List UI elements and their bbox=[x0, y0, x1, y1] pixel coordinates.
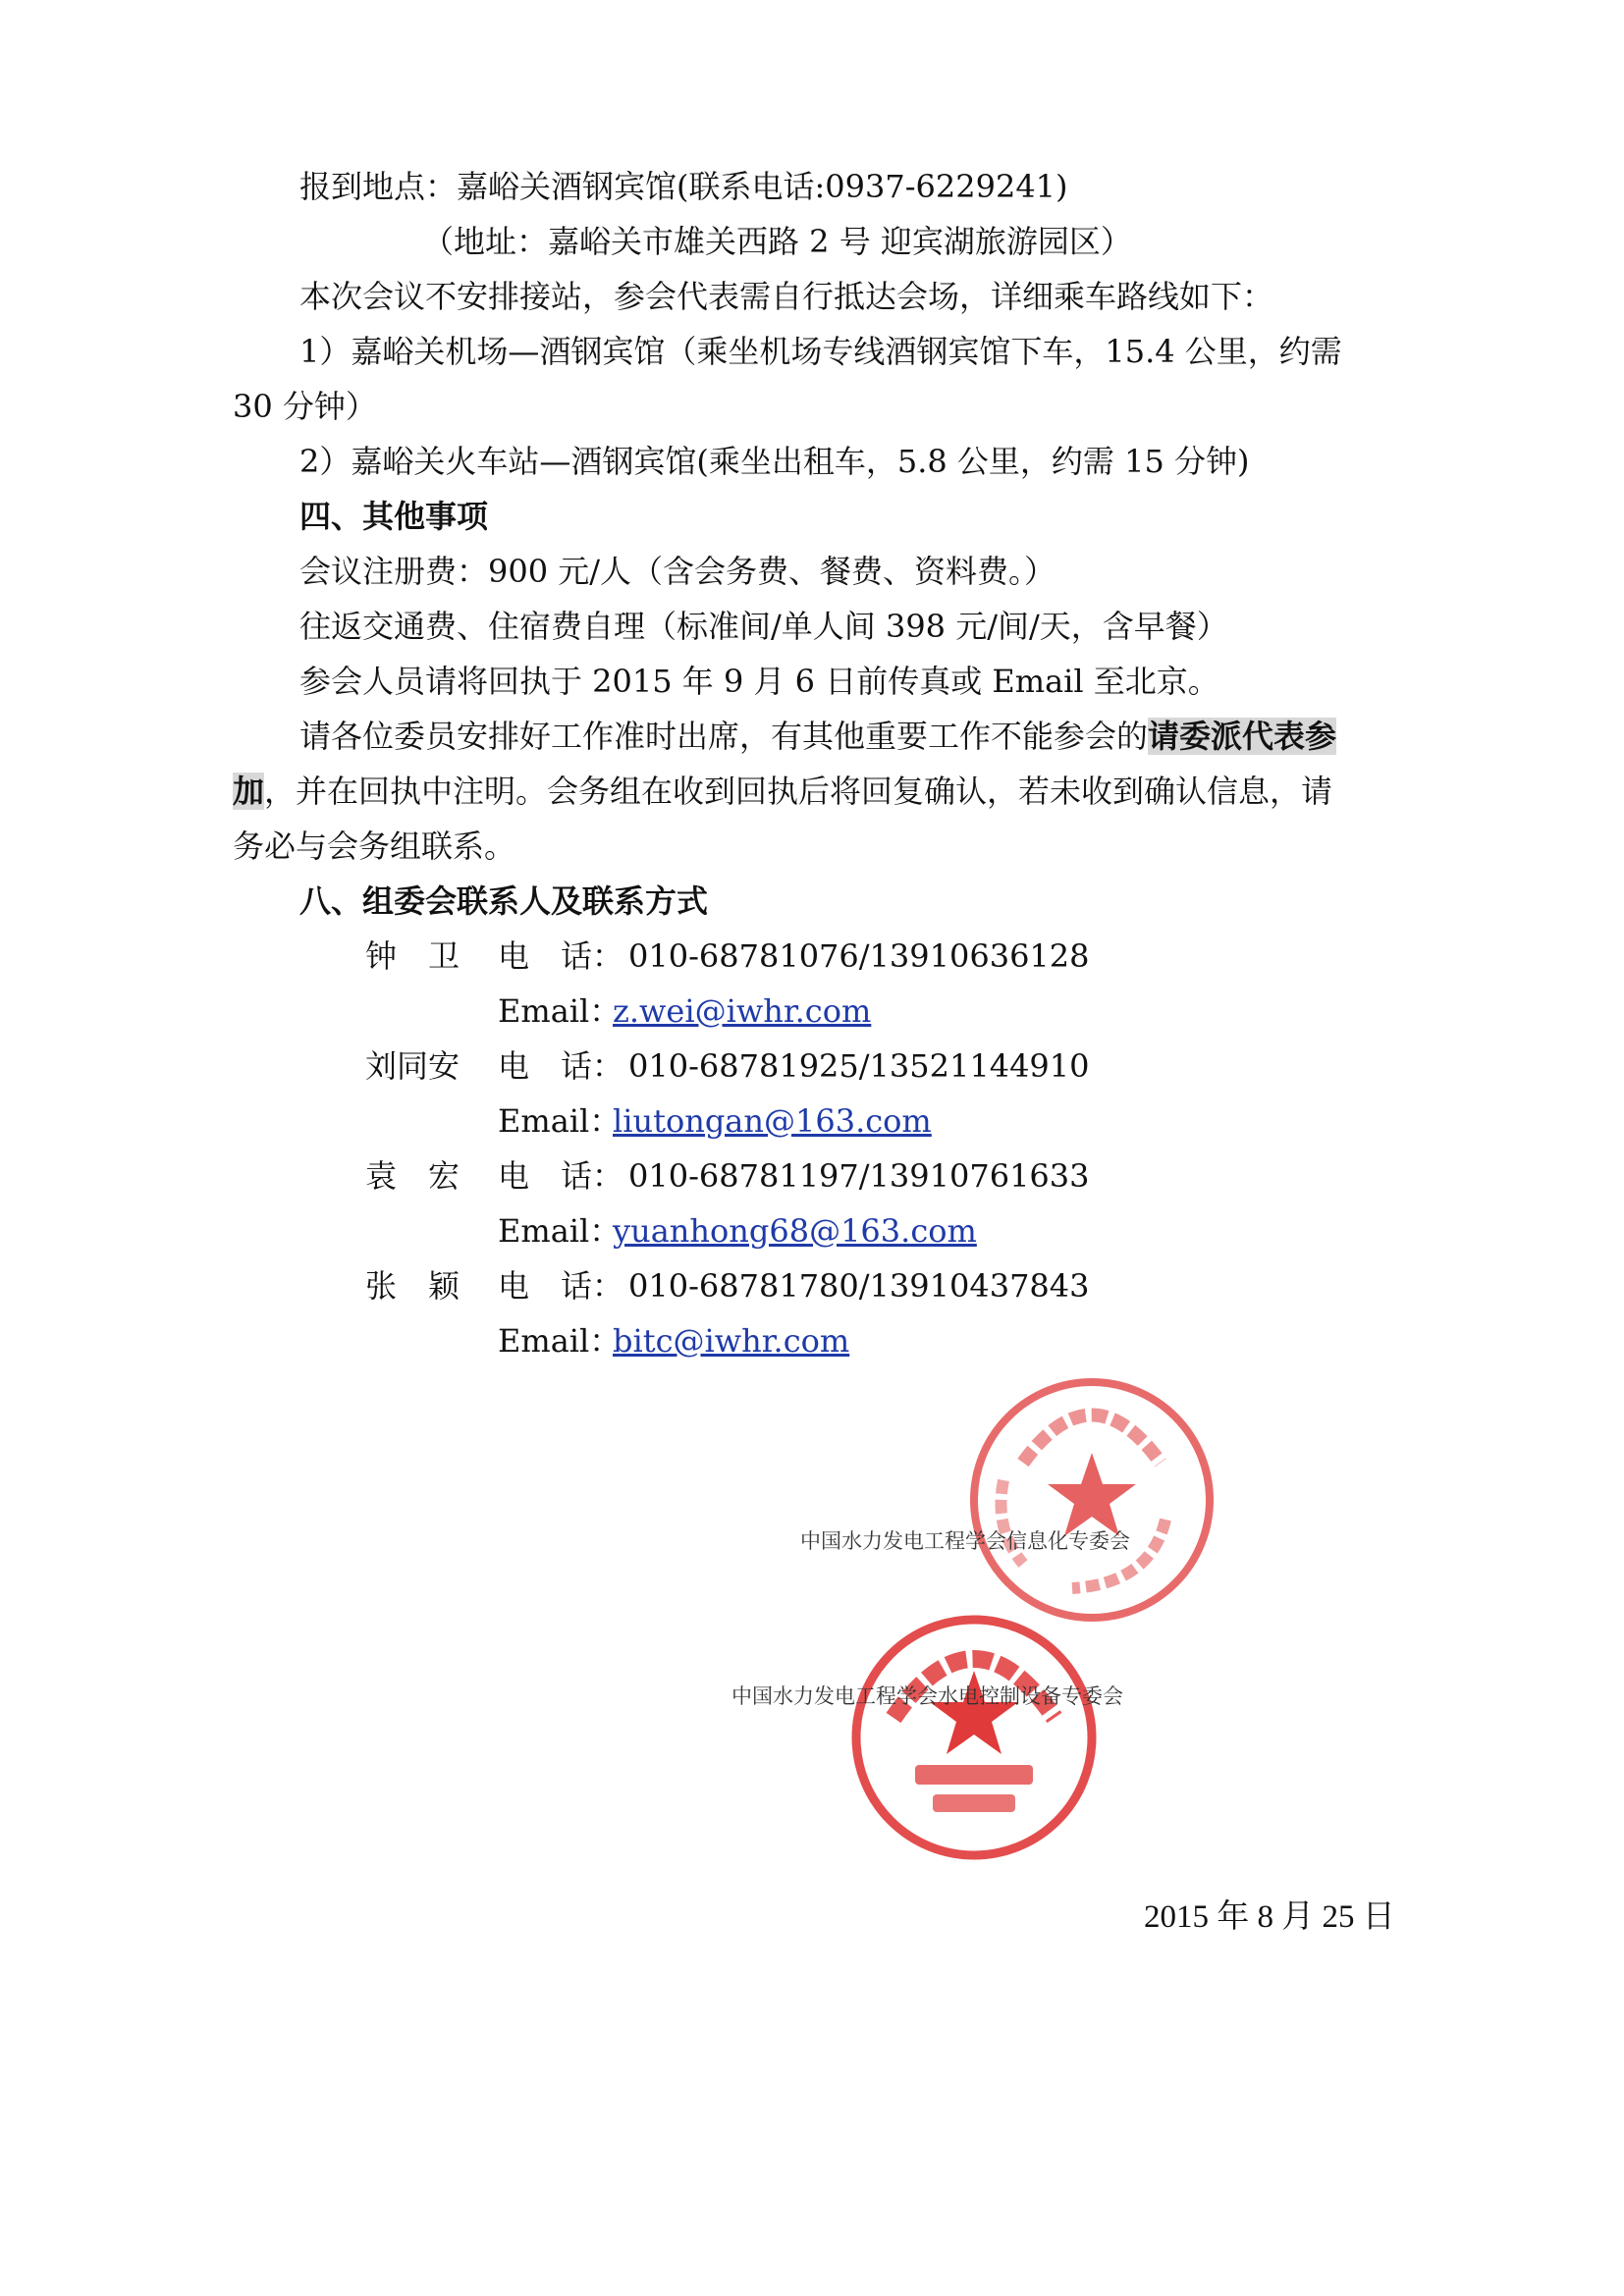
email-label: Email： bbox=[498, 1212, 622, 1250]
phone-number: 010-68781197/13910761633 bbox=[628, 1157, 1090, 1195]
email-link[interactable]: yuanhong68@163.com bbox=[613, 1212, 977, 1250]
contact-name: 钟 卫 bbox=[365, 937, 460, 975]
email-link[interactable]: bitc@iwhr.com bbox=[613, 1322, 850, 1360]
organization-2: 中国水力发电工程学会水电控制设备专委会 bbox=[731, 1684, 1123, 1708]
phone-label: 电 话： bbox=[498, 1157, 624, 1195]
section-8-heading: 八、组委会联系人及联系方式 bbox=[299, 882, 709, 920]
transport-intro: 本次会议不安排接站，参会代表需自行抵达会场，详细乘车路线如下： bbox=[299, 278, 1274, 315]
phone-label: 电 话： bbox=[498, 937, 624, 975]
contact-name: 袁 宏 bbox=[365, 1157, 460, 1195]
route-1-line-2: 30 分钟） bbox=[233, 388, 377, 425]
phone-label: 电 话： bbox=[498, 1047, 624, 1085]
route-1-line-1: 1）嘉峪关机场—酒钢宾馆（乘坐机场专线酒钢宾馆下车，15.4 公里，约需 bbox=[299, 333, 1342, 370]
highlight-delegate: 请委派代表参 bbox=[1148, 718, 1337, 755]
route-2: 2）嘉峪关火车站—酒钢宾馆(乘坐出租车，5.8 公里，约需 15 分钟) bbox=[299, 443, 1250, 480]
document-date: 2015 年 8 月 25 日 bbox=[1144, 1899, 1395, 1935]
attendance-line-1 bbox=[299, 717, 1336, 756]
highlight-delegate-end: 加 bbox=[233, 773, 265, 810]
section-4-heading: 四、其他事项 bbox=[299, 498, 489, 535]
seal-icon bbox=[964, 1372, 1219, 1628]
email-label: Email： bbox=[498, 1102, 622, 1140]
phone-label: 电 话： bbox=[498, 1267, 624, 1305]
contact-name: 张 颖 bbox=[365, 1267, 460, 1305]
email-label: Email： bbox=[498, 1322, 622, 1360]
report-location: 报到地点：嘉峪关酒钢宾馆(联系电话:0937-6229241) bbox=[299, 168, 1068, 205]
reply-deadline: 参会人员请将回执于 2015 年 9 月 6 日前传真或 Email 至北京。 bbox=[299, 663, 1219, 700]
phone-number: 010-68781076/13910636128 bbox=[628, 937, 1090, 975]
attendance-text: 请各位委员安排好工作准时出席，有其他重要工作不能参会的 bbox=[299, 718, 1149, 755]
contact-name: 刘同安 bbox=[365, 1047, 460, 1085]
phone-number: 010-68781925/13521144910 bbox=[628, 1047, 1090, 1085]
seal-icon bbox=[846, 1610, 1102, 1865]
address: （地址：嘉峪关市雄关西路 2 号 迎宾湖旅游园区） bbox=[422, 223, 1132, 260]
attendance-line-3: 务必与会务组联系。 bbox=[233, 828, 516, 865]
attendance-text-2: ，并在回执中注明。会务组在收到回执后将回复确认，若未收到确认信息，请 bbox=[264, 773, 1333, 810]
email-label: Email： bbox=[498, 992, 622, 1030]
attendance-line-2 bbox=[233, 772, 1332, 811]
email-link[interactable]: z.wei@iwhr.com bbox=[613, 992, 872, 1030]
registration-fee: 会议注册费：900 元/人（含会务费、餐费、资料费。） bbox=[299, 553, 1056, 590]
phone-number: 010-68781780/13910437843 bbox=[628, 1267, 1090, 1305]
email-link[interactable]: liutongan@163.com bbox=[613, 1102, 932, 1140]
accommodation: 往返交通费、住宿费自理（标准间/单人间 398 元/间/天，含早餐） bbox=[299, 608, 1228, 645]
organization-1: 中国水力发电工程学会信息化专委会 bbox=[800, 1529, 1130, 1553]
